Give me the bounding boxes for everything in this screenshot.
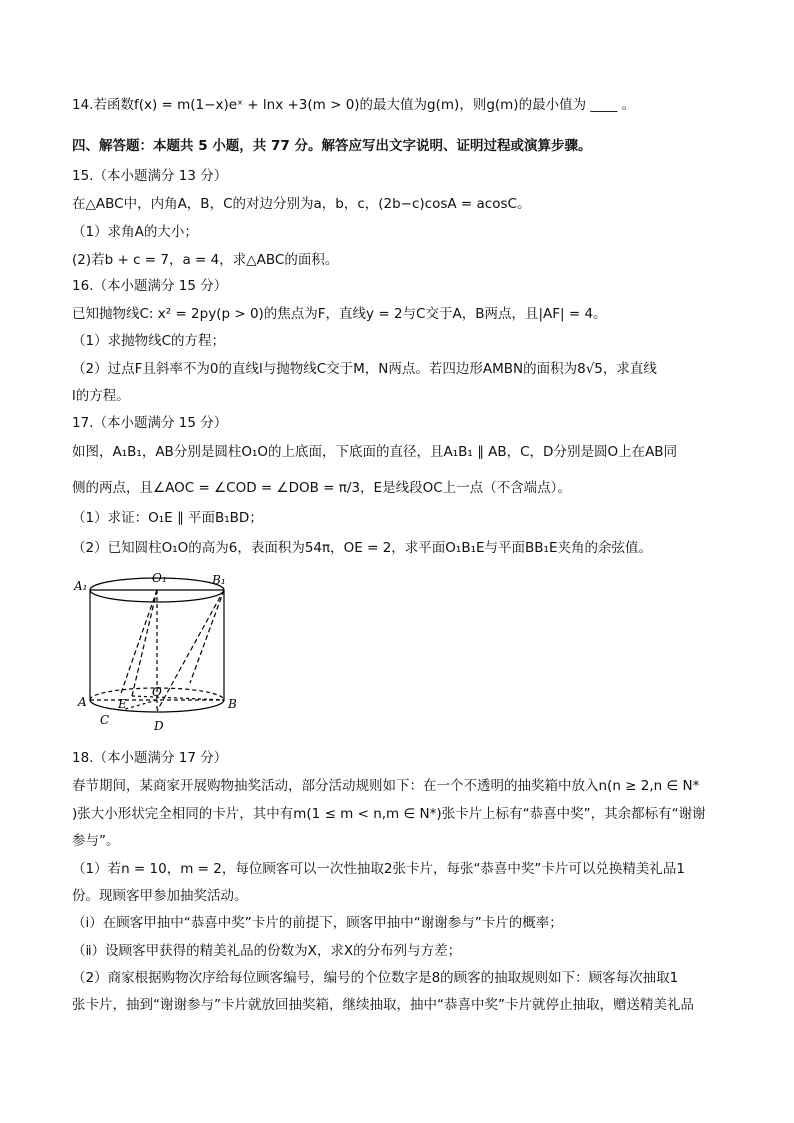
label-o: O xyxy=(152,685,162,699)
q17-stem: 如图，A₁B₁，AB分别是圆柱O₁O的上底面，下底面的直径，且A₁B₁ ∥ AB，C，D分别是圆O上在AB同 xyxy=(72,444,678,460)
label-b: B xyxy=(228,697,237,711)
q16-stem: 已知抛物线C: x² = 2py(p > 0)的焦点为F，直线y = 2与C交于A，B两点，且|AF| = 4。 xyxy=(72,306,607,322)
q17-part2: （2）已知圆柱O₁O的高为6，表面积为54π，OE = 2，求平面O₁B₁E与平面BB₁E夹角的余弦值。 xyxy=(72,540,652,556)
q15-stem: 在△ABC中，内角A，B，C的对边分别为a，b，c，(2b−c)cosA = acosC。 xyxy=(72,196,531,212)
label-d: D xyxy=(154,719,164,733)
q18-part1-cont: 份。现顾客甲参加抽奖活动。 xyxy=(72,888,248,904)
q18-stem: 春节期间，某商家开展购物抽奖活动，部分活动规则如下：在一个不透明的抽奖箱中放入n(n ≥ 2,n ∈ N* xyxy=(72,778,700,794)
cylinder-figure xyxy=(72,568,242,740)
q15-part1: （1）求角A的大小； xyxy=(72,224,198,240)
label-a: A xyxy=(78,695,87,709)
label-b1: B₁ xyxy=(212,573,226,587)
q17-part1: （1）求证：O₁E ∥ 平面B₁BD； xyxy=(72,510,263,526)
q15-part2: (2)若b + c = 7，a = 4，求△ABC的面积。 xyxy=(72,252,339,268)
q17-stem-cont: 侧的两点，且∠AOC = ∠COD = ∠DOB = π/3，E是线段OC上一点（不含端点）。 xyxy=(72,480,571,496)
section-heading: 四、解答题：本题共 5 小题，共 77 分。解答应写出文字说明、证明过程或演算步骤。 xyxy=(72,138,592,154)
q16-part1: （1）求抛物线C的方程； xyxy=(72,333,226,349)
q16-part2-cont: l的方程。 xyxy=(72,388,130,404)
q18-part2: （2）商家根据购物次序给每位顾客编号，编号的个位数字是8的顾客的抽取规则如下：顾客每次抽取1 xyxy=(72,970,679,986)
q14: 14.若函数f(x) = m(1−x)eˣ + lnx +3(m > 0)的最大值为g(m)，则g(m)的最小值为 ____ 。 xyxy=(72,97,636,113)
q17-title: 17.（本小题满分 15 分） xyxy=(72,415,228,431)
label-a1: A₁ xyxy=(74,579,88,593)
q18-title: 18.（本小题满分 17 分） xyxy=(72,750,228,766)
q16-title: 16.（本小题满分 15 分） xyxy=(72,278,228,294)
label-o1: O₁ xyxy=(152,571,167,585)
label-e: E xyxy=(118,697,127,711)
q15-title: 15.（本小题满分 13 分） xyxy=(72,168,228,184)
label-c: C xyxy=(100,713,110,727)
q18-stem-cont1: )张大小形状完全相同的卡片，其中有m(1 ≤ m < n,m ∈ N*)张卡片上标有“恭喜中奖”，其余都标有“谢谢 xyxy=(72,806,706,822)
q18-part2-cont: 张卡片，抽到“谢谢参与”卡片就放回抽奖箱，继续抽取，抽中“恭喜中奖”卡片就停止抽取，赠送精美礼品 xyxy=(72,997,694,1013)
q18-part1-ii: （ⅱ）设顾客甲获得的精美礼品的份数为X，求X的分布列与方差； xyxy=(72,943,462,959)
q18-stem-cont2: 参与”。 xyxy=(72,833,120,849)
q18-part1: （1）若n = 10，m = 2，每位顾客可以一次性抽取2张卡片，每张“恭喜中奖”卡片可以兑换精美礼品1 xyxy=(72,861,686,877)
q16-part2: （2）过点F且斜率不为0的直线l与抛物线C交于M，N两点。若四边形AMBN的面积为8√5，求直线 xyxy=(72,361,657,377)
q18-part1-i: （ⅰ）在顾客甲抽中“恭喜中奖”卡片的前提下，顾客甲抽中“谢谢参与”卡片的概率； xyxy=(72,915,563,931)
